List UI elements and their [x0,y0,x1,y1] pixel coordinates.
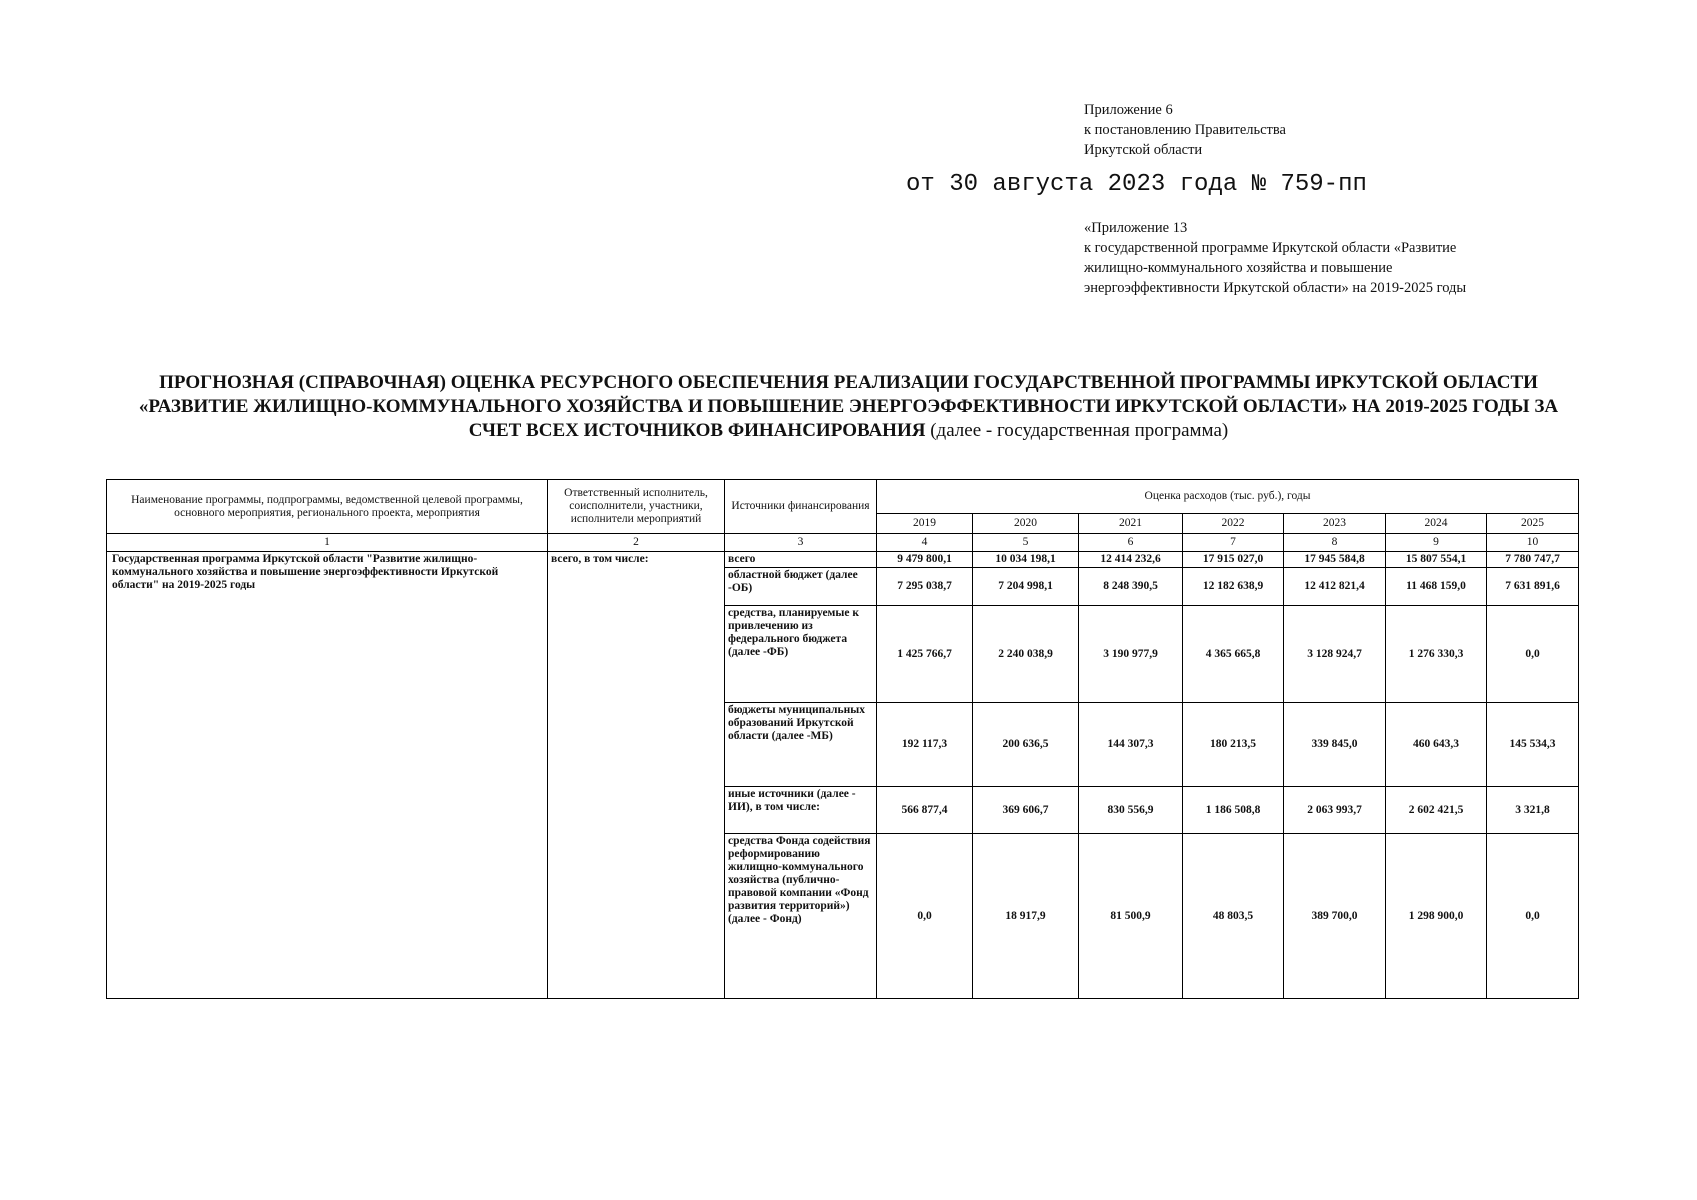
expense-value-cell: 460 643,3 [1386,703,1487,787]
appendix-13-line-2: к государственной программе Иркутской области «Развитие [1084,240,1457,256]
expense-value-cell: 8 248 390,5 [1079,568,1183,606]
responsible-cell: всего, в том числе: [548,552,725,999]
expense-value-cell: 12 182 638,9 [1183,568,1284,606]
expense-value-cell: 2 063 993,7 [1284,787,1386,834]
expense-value-cell: 200 636,5 [973,703,1079,787]
column-number: 7 [1183,534,1284,552]
expense-value-cell: 12 412 821,4 [1284,568,1386,606]
expense-value-cell: 180 213,5 [1183,703,1284,787]
table-row [107,552,1579,568]
year-header: 2019 [877,514,973,534]
title-line-3 [0,419,1697,443]
column-number: 3 [725,534,877,552]
expense-value-cell: 369 606,7 [973,787,1079,834]
decree-date: от 30 августа 2023 года № 759-пп [906,171,1367,198]
column-number: 1 [107,534,548,552]
funding-source-cell: средства, планируемые к привлечению из федерального бюджета (далее -ФБ) [725,606,877,703]
column-number: 9 [1386,534,1487,552]
funding-source-cell: иные источники (далее - ИИ), в том числе: [725,787,877,834]
expense-value-cell: 15 807 554,1 [1386,552,1487,568]
column-number: 6 [1079,534,1183,552]
year-header: 2021 [1079,514,1183,534]
program-name-cell: Государственная программа Иркутской области "Развитие жилищно-коммунального хозяйства и повышение энергоэффективности Иркутской области" на 2019-2025 годы [107,552,548,999]
expense-value-cell: 1 276 330,3 [1386,606,1487,703]
year-header: 2025 [1487,514,1579,534]
funding-source-cell: средства Фонда содействия реформированию жилищно-коммунального хозяйства (публично-правовой компании «Фонд развития территорий») (далее - Фонд) [725,834,877,999]
column-number: 2 [548,534,725,552]
expense-value-cell: 0,0 [1487,834,1579,999]
title-line-3-bold: СЧЕТ ВСЕХ ИСТОЧНИКОВ ФИНАНСИРОВАНИЯ [468,420,926,441]
resource-table [106,479,1579,999]
column-number: 5 [973,534,1079,552]
year-header: 2024 [1386,514,1487,534]
expense-value-cell: 0,0 [1487,606,1579,703]
expense-value-cell: 339 845,0 [1284,703,1386,787]
appendix-6-block [1084,100,1286,160]
expense-value-cell: 9 479 800,1 [877,552,973,568]
document-title [0,371,1697,443]
expense-value-cell: 2 602 421,5 [1386,787,1487,834]
expense-value-cell: 10 034 198,1 [973,552,1079,568]
expense-value-cell: 144 307,3 [1079,703,1183,787]
expense-value-cell: 192 117,3 [877,703,973,787]
header-responsible: Ответственный исполнитель, соисполнители, участники, исполнители мероприятий [548,480,725,534]
appendix-13-line-4: энергоэффективности Иркутской области» на 2019-2025 годы [1084,280,1467,296]
table-header-row [107,480,1579,514]
appendix-6-line: Приложение 6 [1084,102,1173,118]
column-number: 4 [877,534,973,552]
title-line-1: ПРОГНОЗНАЯ (СПРАВОЧНАЯ) ОЦЕНКА РЕСУРСНОГО ОБЕСПЕЧЕНИЯ РЕАЛИЗАЦИИ ГОСУДАРСТВЕННОЙ ПРОГРАММЫ ИРКУТСКОЙ ОБЛАСТИ [159,372,1538,393]
expense-value-cell: 17 945 584,8 [1284,552,1386,568]
header-name: Наименование программы, подпрограммы, ведомственной целевой программы, основного мероприятия, регионального проекта, мероприятия [107,480,548,534]
expense-value-cell: 48 803,5 [1183,834,1284,999]
funding-source-cell: всего [725,552,877,568]
year-header: 2022 [1183,514,1284,534]
expense-value-cell: 830 556,9 [1079,787,1183,834]
table-body [107,552,1579,999]
funding-source-cell: бюджеты муниципальных образований Иркутской области (далее -МБ) [725,703,877,787]
expense-value-cell: 389 700,0 [1284,834,1386,999]
expense-value-cell: 145 534,3 [1487,703,1579,787]
column-number: 8 [1284,534,1386,552]
expense-value-cell: 7 780 747,7 [1487,552,1579,568]
expense-value-cell: 3 128 924,7 [1284,606,1386,703]
expense-value-cell: 7 631 891,6 [1487,568,1579,606]
expense-value-cell: 7 295 038,7 [877,568,973,606]
expense-value-cell: 7 204 998,1 [973,568,1079,606]
appendix-13-line-3: жилищно-коммунального хозяйства и повышение [1084,260,1393,276]
title-line-2: «РАЗВИТИЕ ЖИЛИЩНО-КОММУНАЛЬНОГО ХОЗЯЙСТВА И ПОВЫШЕНИЕ ЭНЕРГОЭФФЕКТИВНОСТИ ИРКУТСКОЙ ОБЛАСТИ» НА 2019-2025 ГОДЫ ЗА [138,396,1559,417]
expense-value-cell: 81 500,9 [1079,834,1183,999]
title-line-3-normal: (далее - государственная программа) [930,420,1229,441]
expense-value-cell: 1 425 766,7 [877,606,973,703]
expense-value-cell: 2 240 038,9 [973,606,1079,703]
expense-value-cell: 3 190 977,9 [1079,606,1183,703]
column-numbers-row [107,534,1579,552]
year-header: 2020 [973,514,1079,534]
decree-ref-line: к постановлению Правительства [1084,122,1286,138]
funding-source-cell: областной бюджет (далее -ОБ) [725,568,877,606]
expense-value-cell: 18 917,9 [973,834,1079,999]
appendix-13-block [1084,218,1466,298]
expense-value-cell: 1 186 508,8 [1183,787,1284,834]
resource-table-container [106,479,1579,999]
expense-value-cell: 12 414 232,6 [1079,552,1183,568]
expense-value-cell: 3 321,8 [1487,787,1579,834]
year-header: 2023 [1284,514,1386,534]
expense-value-cell: 0,0 [877,834,973,999]
header-estimate: Оценка расходов (тыс. руб.), годы [877,480,1579,514]
expense-value-cell: 11 468 159,0 [1386,568,1487,606]
header-sources: Источники финансирования [725,480,877,534]
expense-value-cell: 566 877,4 [877,787,973,834]
column-number: 10 [1487,534,1579,552]
expense-value-cell: 17 915 027,0 [1183,552,1284,568]
expense-value-cell: 4 365 665,8 [1183,606,1284,703]
expense-value-cell: 1 298 900,0 [1386,834,1487,999]
region-line: Иркутской области [1084,142,1203,158]
appendix-13-line-1: «Приложение 13 [1084,220,1188,236]
